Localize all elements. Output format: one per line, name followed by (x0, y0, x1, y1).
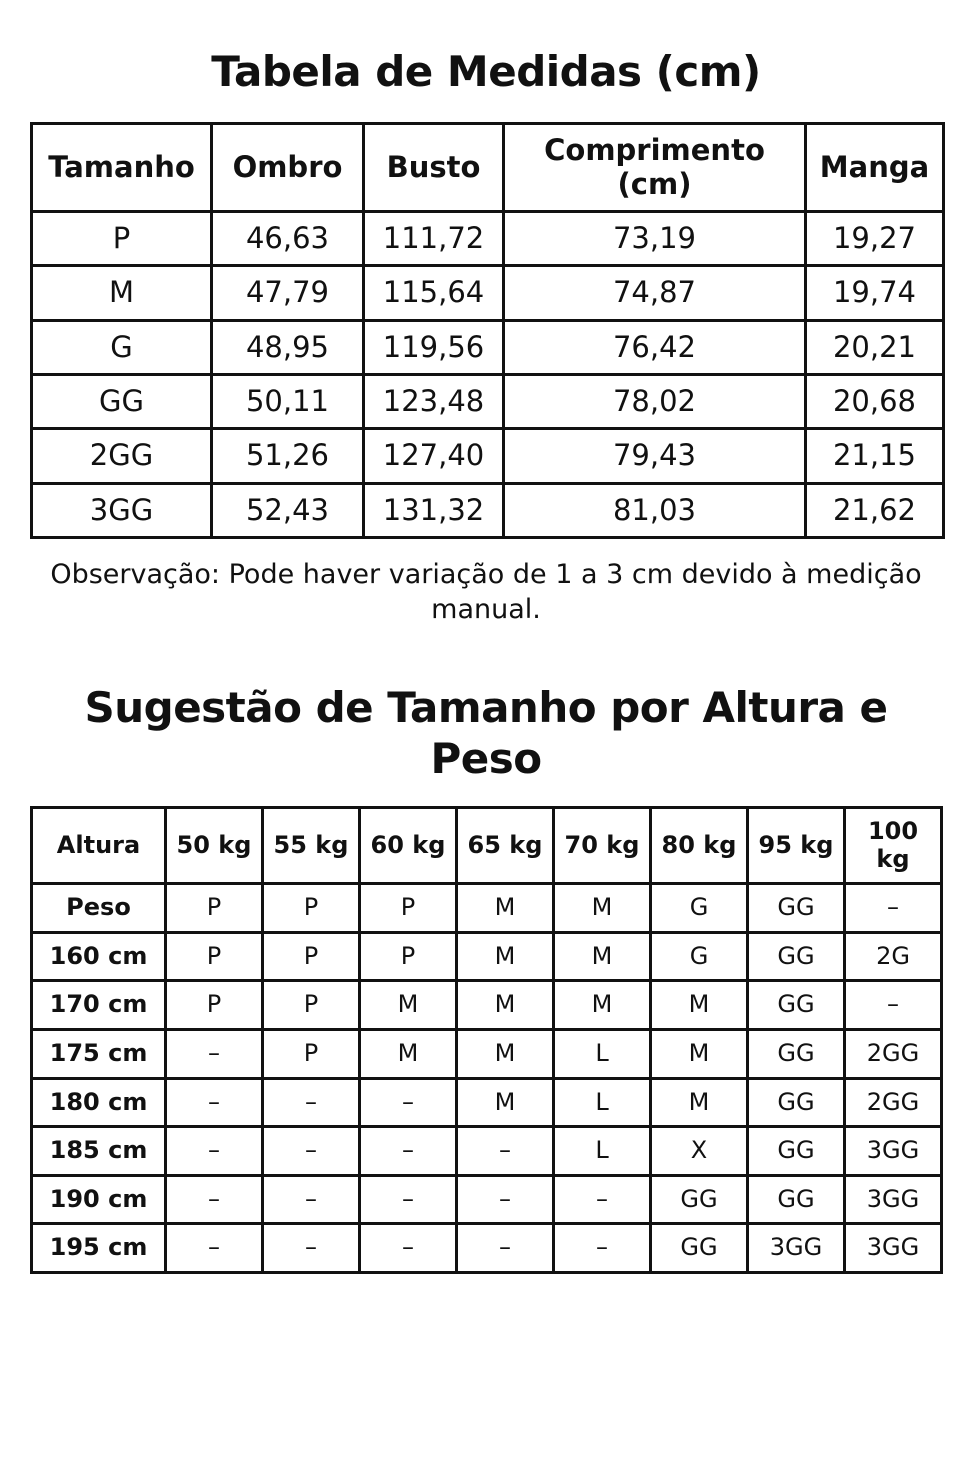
cell-size: L (554, 1029, 651, 1078)
cell-ombro: 46,63 (212, 211, 364, 265)
cell-manga: 20,21 (806, 320, 944, 374)
cell-busto: 111,72 (364, 211, 504, 265)
table-row (32, 981, 942, 1030)
cell-busto: 115,64 (364, 266, 504, 320)
cell-size: P (32, 211, 212, 265)
cell-size: – (457, 1175, 554, 1224)
cell-comprimento: 73,19 (504, 211, 806, 265)
cell-size: – (554, 1175, 651, 1224)
cell-size: GG (748, 932, 845, 981)
cell-size: 2GG (845, 1029, 942, 1078)
cell-size: 3GG (845, 1175, 942, 1224)
cell-size: – (360, 1078, 457, 1127)
cell-size: M (457, 932, 554, 981)
column-header-tamanho: Tamanho (32, 124, 212, 212)
table-row (32, 483, 944, 537)
cell-size: M (32, 266, 212, 320)
cell-size: – (166, 1078, 263, 1127)
cell-size: GG (748, 1175, 845, 1224)
cell-size: M (651, 1029, 748, 1078)
cell-size: – (360, 1224, 457, 1273)
table-row (32, 1078, 942, 1127)
column-header-60kg: 60 kg (360, 808, 457, 884)
cell-busto: 123,48 (364, 375, 504, 429)
cell-size: X (651, 1127, 748, 1176)
table-row (32, 1029, 942, 1078)
table-row (32, 884, 942, 933)
table-row (32, 266, 944, 320)
column-header-95kg: 95 kg (748, 808, 845, 884)
table-row (32, 320, 944, 374)
cell-size: M (360, 1029, 457, 1078)
cell-size: P (166, 932, 263, 981)
cell-size: – (166, 1127, 263, 1176)
cell-size: GG (748, 884, 845, 933)
cell-size: GG (651, 1175, 748, 1224)
cell-size: P (360, 884, 457, 933)
cell-size: GG (748, 1029, 845, 1078)
row-header: 190 cm (32, 1175, 166, 1224)
cell-size: 3GG (32, 483, 212, 537)
sizing-suggestion-table (30, 806, 943, 1274)
cell-size: GG (748, 1127, 845, 1176)
cell-size: P (263, 884, 360, 933)
cell-size: – (263, 1127, 360, 1176)
cell-comprimento: 74,87 (504, 266, 806, 320)
table-row (32, 1175, 942, 1224)
cell-ombro: 47,79 (212, 266, 364, 320)
table-row (32, 1127, 942, 1176)
cell-size: – (263, 1224, 360, 1273)
cell-manga: 19,74 (806, 266, 944, 320)
cell-busto: 119,56 (364, 320, 504, 374)
column-header-100kg: 100 kg (845, 808, 942, 884)
column-header-busto: Busto (364, 124, 504, 212)
cell-size: M (457, 1029, 554, 1078)
cell-size: GG (651, 1224, 748, 1273)
cell-size: P (263, 932, 360, 981)
table-header-row (32, 124, 944, 212)
measurement-note: Observação: Pode haver variação de 1 a 3 cm devido à medição manual. (50, 559, 922, 626)
cell-size: M (457, 981, 554, 1030)
cell-size: – (845, 981, 942, 1030)
row-header: 175 cm (32, 1029, 166, 1078)
cell-comprimento: 79,43 (504, 429, 806, 483)
cell-comprimento: 76,42 (504, 320, 806, 374)
cell-size: – (457, 1127, 554, 1176)
column-header-comprimento: Comprimento (cm) (504, 124, 806, 212)
cell-manga: 21,15 (806, 429, 944, 483)
column-header-70kg: 70 kg (554, 808, 651, 884)
cell-ombro: 51,26 (212, 429, 364, 483)
column-header-50kg: 50 kg (166, 808, 263, 884)
cell-size: M (554, 932, 651, 981)
row-header: 195 cm (32, 1224, 166, 1273)
row-header: 170 cm (32, 981, 166, 1030)
cell-size: 2G (845, 932, 942, 981)
table-header-row (32, 808, 942, 884)
cell-size: P (166, 981, 263, 1030)
cell-size: L (554, 1127, 651, 1176)
cell-size: L (554, 1078, 651, 1127)
cell-busto: 131,32 (364, 483, 504, 537)
cell-size: – (554, 1224, 651, 1273)
cell-size: – (360, 1127, 457, 1176)
row-header: 160 cm (32, 932, 166, 981)
row-header: 180 cm (32, 1078, 166, 1127)
cell-size: P (166, 884, 263, 933)
cell-size: P (263, 1029, 360, 1078)
table-row (32, 932, 942, 981)
cell-size: – (166, 1175, 263, 1224)
table-row (32, 375, 944, 429)
column-header-55kg: 55 kg (263, 808, 360, 884)
cell-size: P (263, 981, 360, 1030)
cell-ombro: 48,95 (212, 320, 364, 374)
column-header-65kg: 65 kg (457, 808, 554, 884)
cell-size: 2GG (845, 1078, 942, 1127)
cell-size: – (166, 1224, 263, 1273)
column-header-ombro: Ombro (212, 124, 364, 212)
cell-size: – (166, 1029, 263, 1078)
cell-size: 3GG (748, 1224, 845, 1273)
cell-size: – (457, 1224, 554, 1273)
cell-size: G (32, 320, 212, 374)
cell-ombro: 52,43 (212, 483, 364, 537)
sizing-title: Sugestão de Tamanho por Altura e Peso (84, 683, 888, 783)
cell-manga: 19,27 (806, 211, 944, 265)
cell-manga: 21,62 (806, 483, 944, 537)
cell-size: G (651, 932, 748, 981)
cell-comprimento: 81,03 (504, 483, 806, 537)
cell-size: M (457, 884, 554, 933)
cell-size: G (651, 884, 748, 933)
cell-size: – (263, 1078, 360, 1127)
cell-comprimento: 78,02 (504, 375, 806, 429)
cell-busto: 127,40 (364, 429, 504, 483)
cell-size: – (845, 884, 942, 933)
cell-size: GG (748, 1078, 845, 1127)
measurements-title: Tabela de Medidas (cm) (211, 47, 761, 96)
column-header-manga: Manga (806, 124, 944, 212)
cell-size: M (651, 981, 748, 1030)
table-row (32, 429, 944, 483)
column-header-80kg: 80 kg (651, 808, 748, 884)
row-header: Peso (32, 884, 166, 933)
column-header-altura: Altura (32, 808, 166, 884)
cell-size: GG (32, 375, 212, 429)
cell-size: – (360, 1175, 457, 1224)
row-header: 185 cm (32, 1127, 166, 1176)
cell-size: – (263, 1175, 360, 1224)
cell-size: M (457, 1078, 554, 1127)
table-row (32, 211, 944, 265)
cell-size: 2GG (32, 429, 212, 483)
table-row (32, 1224, 942, 1273)
cell-size: M (651, 1078, 748, 1127)
cell-manga: 20,68 (806, 375, 944, 429)
cell-size: M (554, 981, 651, 1030)
cell-size: M (554, 884, 651, 933)
cell-size: GG (748, 981, 845, 1030)
cell-ombro: 50,11 (212, 375, 364, 429)
cell-size: P (360, 932, 457, 981)
cell-size: 3GG (845, 1224, 942, 1273)
cell-size: M (360, 981, 457, 1030)
measurements-table (30, 122, 945, 539)
cell-size: 3GG (845, 1127, 942, 1176)
